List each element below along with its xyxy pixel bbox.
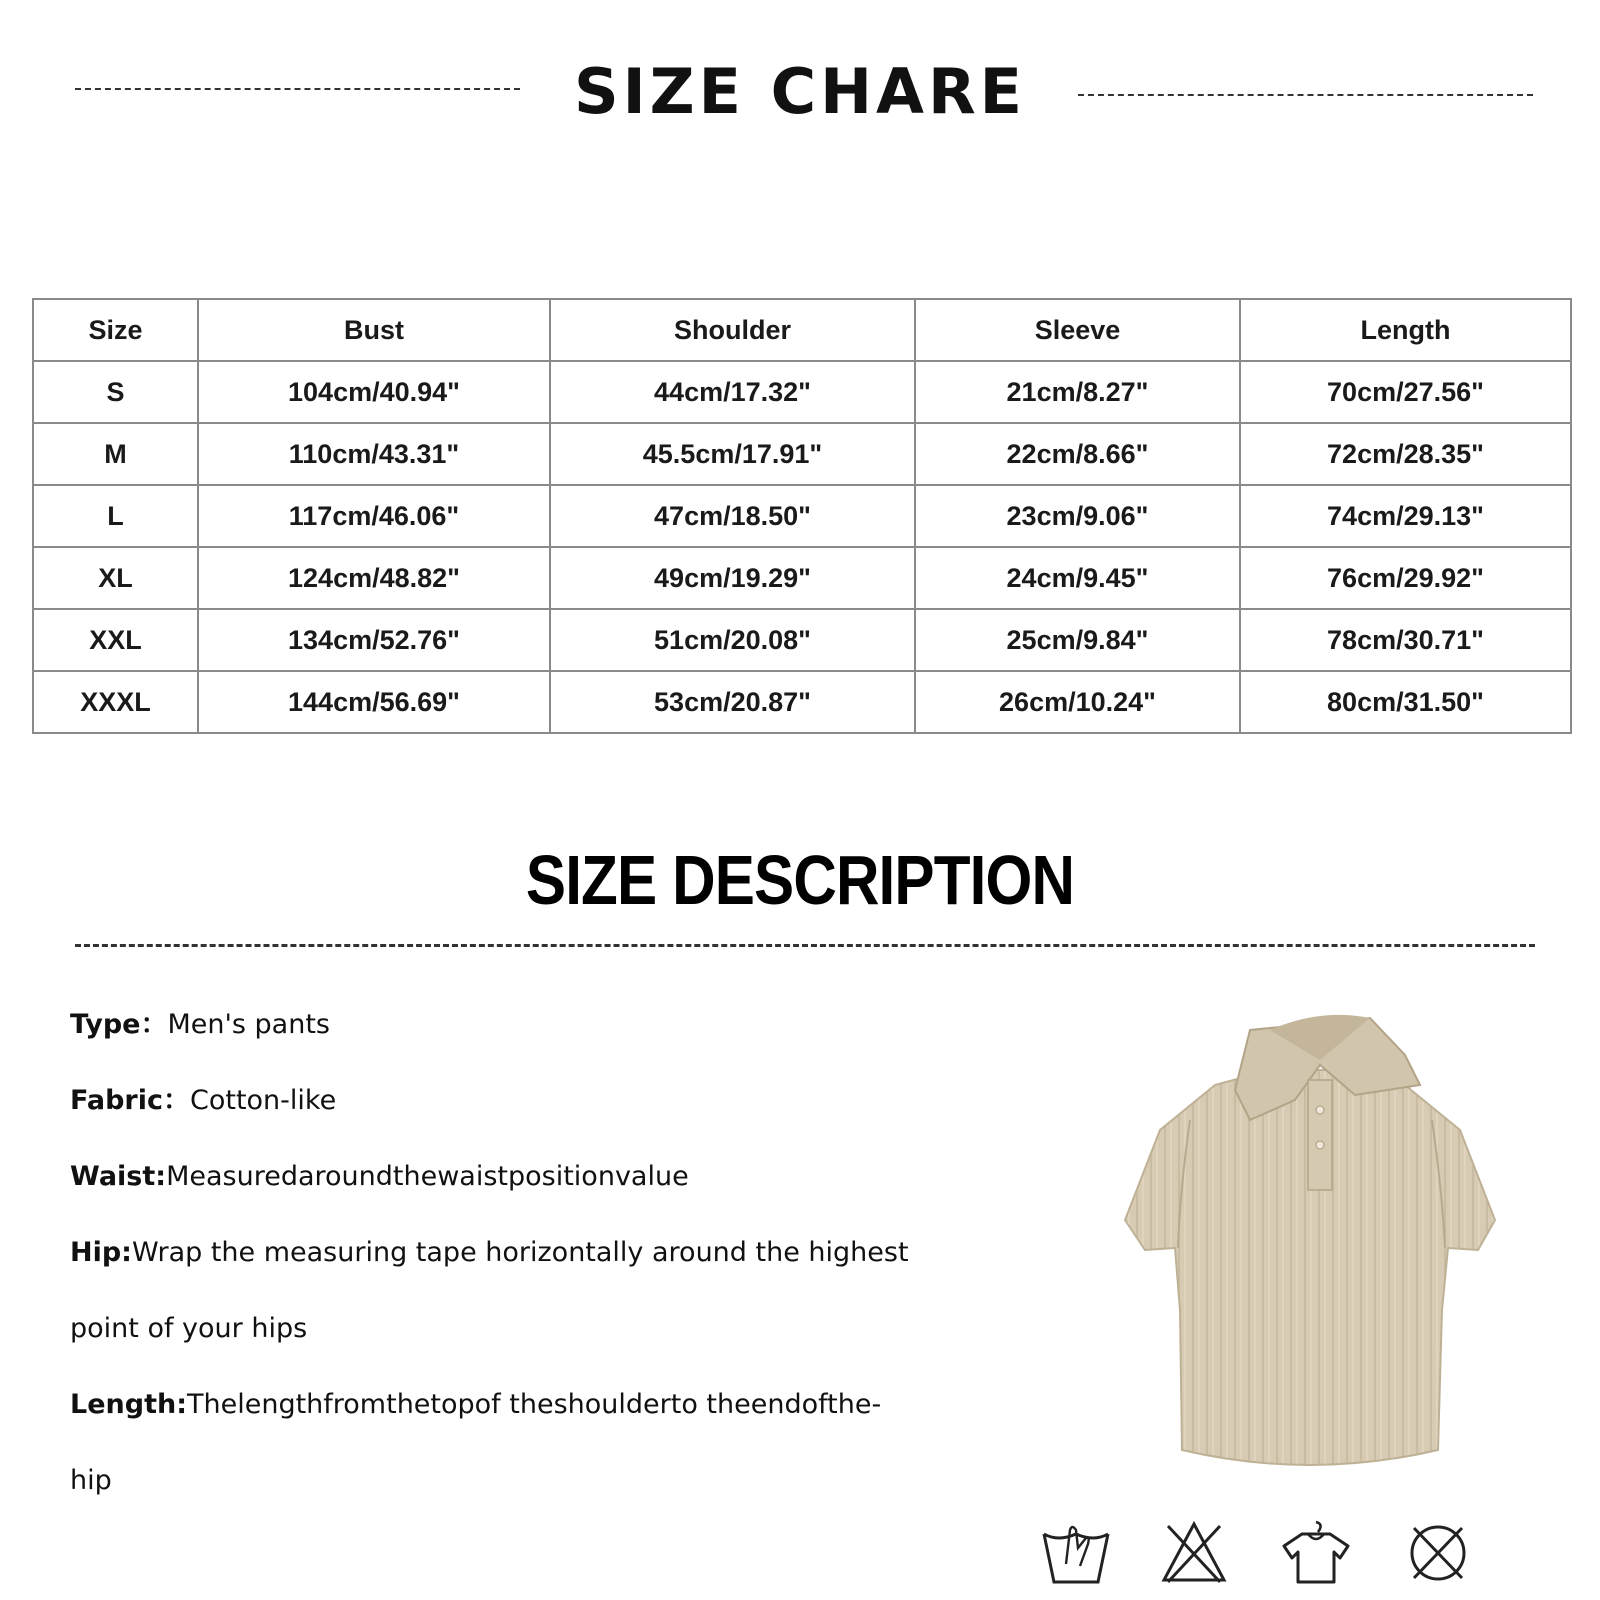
table-cell: XXXL bbox=[33, 671, 198, 733]
table-row bbox=[33, 609, 1571, 671]
table-cell: 70cm/27.56" bbox=[1240, 361, 1571, 423]
description-text: hip bbox=[70, 1465, 112, 1496]
table-row bbox=[33, 485, 1571, 547]
table-cell: 25cm/9.84" bbox=[915, 609, 1240, 671]
description-item bbox=[70, 1380, 950, 1456]
table-cell: 49cm/19.29" bbox=[550, 547, 915, 609]
table-cell: XXL bbox=[33, 609, 198, 671]
table-cell: 110cm/43.31" bbox=[198, 423, 550, 485]
table-cell: 74cm/29.13" bbox=[1240, 485, 1571, 547]
do-not-bleach-icon bbox=[1158, 1520, 1230, 1586]
table-cell: 51cm/20.08" bbox=[550, 609, 915, 671]
table-cell: 72cm/28.35" bbox=[1240, 423, 1571, 485]
size-chart-title: SIZE CHARE bbox=[573, 55, 1027, 128]
table-cell: 22cm/8.66" bbox=[915, 423, 1240, 485]
description-item bbox=[70, 1456, 950, 1532]
description-dashed-divider bbox=[75, 944, 1535, 947]
description-label: Hip: bbox=[70, 1237, 132, 1268]
description-label: Type： bbox=[70, 1009, 168, 1040]
description-item bbox=[70, 1228, 950, 1304]
table-cell: 134cm/52.76" bbox=[198, 609, 550, 671]
table-cell: 24cm/9.45" bbox=[915, 547, 1240, 609]
description-label: Fabric： bbox=[70, 1085, 190, 1116]
table-cell: 117cm/46.06" bbox=[198, 485, 550, 547]
table-row bbox=[33, 423, 1571, 485]
description-item bbox=[70, 1076, 950, 1152]
size-description-title: SIZE DESCRIPTION bbox=[525, 841, 1075, 919]
description-text: point of your hips bbox=[70, 1313, 308, 1344]
polo-shirt-icon bbox=[1120, 1010, 1500, 1480]
size-table bbox=[32, 298, 1572, 734]
description-item bbox=[70, 1152, 950, 1228]
description-text: Wrap the measuring tape horizontally around the highest bbox=[131, 1237, 909, 1268]
description-item bbox=[70, 1304, 950, 1380]
hang-dry-icon bbox=[1280, 1520, 1352, 1586]
column-header: Size bbox=[33, 299, 198, 361]
description-text: Men's pants bbox=[167, 1009, 330, 1040]
table-cell: 44cm/17.32" bbox=[550, 361, 915, 423]
description-label: Waist: bbox=[70, 1161, 167, 1192]
table-cell: 47cm/18.50" bbox=[550, 485, 915, 547]
table-cell: 78cm/30.71" bbox=[1240, 609, 1571, 671]
table-cell: 53cm/20.87" bbox=[550, 671, 915, 733]
table-cell: XL bbox=[33, 547, 198, 609]
description-text: Cotton-like bbox=[189, 1085, 337, 1116]
description-item bbox=[70, 1000, 950, 1076]
table-cell: 104cm/40.94" bbox=[198, 361, 550, 423]
right-dashed-divider bbox=[1078, 94, 1533, 96]
size-chart-header bbox=[0, 52, 1600, 132]
table-cell: 124cm/48.82" bbox=[198, 547, 550, 609]
table-cell: 45.5cm/17.91" bbox=[550, 423, 915, 485]
column-header: Shoulder bbox=[550, 299, 915, 361]
table-cell: 76cm/29.92" bbox=[1240, 547, 1571, 609]
table-row bbox=[33, 547, 1571, 609]
product-image bbox=[1120, 1010, 1500, 1480]
care-icons bbox=[1040, 1520, 1560, 1590]
table-cell: 26cm/10.24" bbox=[915, 671, 1240, 733]
description-text: Measuredaroundthewaistpositionvalue bbox=[166, 1161, 689, 1192]
table-cell: L bbox=[33, 485, 198, 547]
description-list bbox=[70, 1000, 950, 1532]
description-label: Length: bbox=[70, 1389, 187, 1420]
table-row bbox=[33, 361, 1571, 423]
column-header: Sleeve bbox=[915, 299, 1240, 361]
column-header: Length bbox=[1240, 299, 1571, 361]
do-not-tumble-dry-icon bbox=[1402, 1520, 1474, 1586]
table-cell: S bbox=[33, 361, 198, 423]
table-cell: 80cm/31.50" bbox=[1240, 671, 1571, 733]
table-row bbox=[33, 671, 1571, 733]
table-cell: 21cm/8.27" bbox=[915, 361, 1240, 423]
description-text: Thelengthfromthetopof theshoulderto theendofthe- bbox=[187, 1389, 882, 1420]
table-cell: 144cm/56.69" bbox=[198, 671, 550, 733]
hand-wash-icon bbox=[1040, 1520, 1112, 1586]
table-cell: M bbox=[33, 423, 198, 485]
table-cell: 23cm/9.06" bbox=[915, 485, 1240, 547]
table-header-row bbox=[33, 299, 1571, 361]
column-header: Bust bbox=[198, 299, 550, 361]
